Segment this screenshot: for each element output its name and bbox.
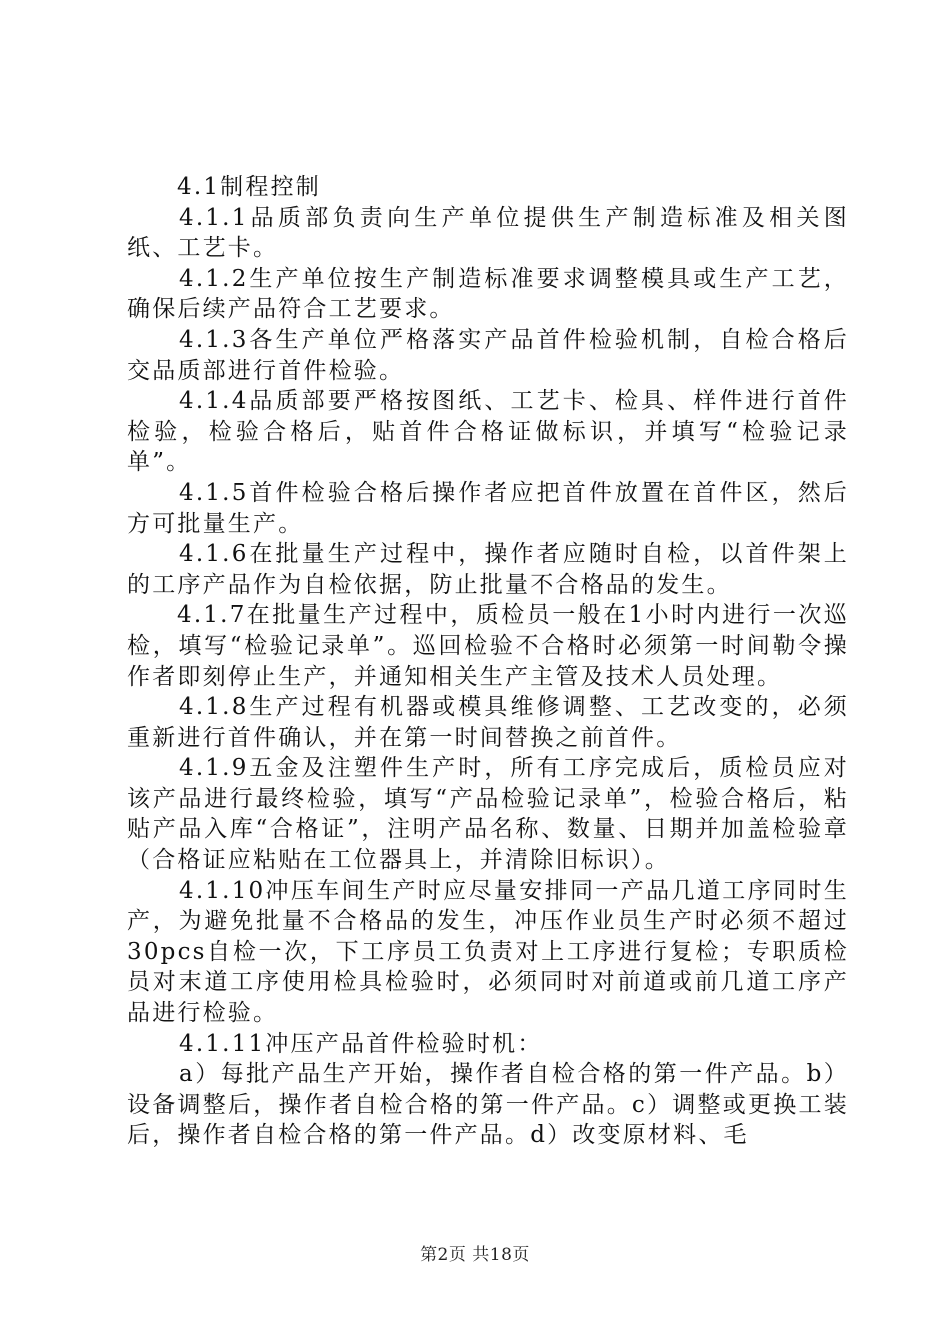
paragraph-4-1-9: 4.1.9五金及注塑件生产时，所有工序完成后，质检员应对该产品进行最终检验，填写“产品检验记录单”，检验合格后，粘贴产品入库“合格证”，注明产品名称、数量、日期并加盖检验章（合格证应粘贴在工位器具上，并清除旧标识）。 (127, 755, 849, 874)
paragraph-4-1-11: 4.1.11冲压产品首件检验时机： (179, 1030, 543, 1057)
paragraph-timing-list: a）每批产品生产开始，操作者自检合格的第一件产品。b）设备调整后，操作者自检合格的第一件产品。c）调整或更换工装后，操作者自检合格的第一件产品。d）改变原材料、毛 (127, 1061, 849, 1149)
paragraph-4-1-5: 4.1.5首件检验合格后操作者应把首件放置在首件区，然后方可批量生产。 (127, 479, 849, 537)
document-body (127, 172, 849, 1151)
section-heading: 4.1制程控制 (177, 174, 321, 200)
paragraph-4-1-7: 4.1.7在批量生产过程中，质检员一般在1小时内进行一次巡检，填写“检验记录单”。巡回检验不合格时必须第一时间勒令操作者即刻停止生产，并通知相关生产主管及技术人员处理。 (127, 602, 849, 690)
paragraph-4-1-1: 4.1.1品质部负责向生产单位提供生产制造标准及相关图纸、工艺卡。 (127, 204, 849, 262)
paragraph-4-1-10: 4.1.10冲压车间生产时应尽量安排同一产品几道工序同时生产，为避免批量不合格品的发生，冲压作业员生产时必须不超过30pcs自检一次，下工序员工负责对上工序进行复检；专职质检员对末道工序使用检具检验时，必须同时对前道或前几道工序产品进行检验。 (127, 877, 849, 1027)
page-number-footer: 第2页 共18页 (420, 1245, 530, 1265)
paragraph-4-1-8: 4.1.8生产过程有机器或模具维修调整、工艺改变的，必须重新进行首件确认，并在第一时间替换之前首件。 (127, 694, 849, 751)
paragraph-4-1-4: 4.1.4品质部要严格按图纸、工艺卡、检具、样件进行首件检验，检验合格后，贴首件合格证做标识，并填写“检验记录单”。 (127, 388, 849, 476)
paragraph-4-1-6: 4.1.6在批量生产过程中，操作者应随时自检，以首件架上的工序产品作为自检依据，防止批量不合格品的发生。 (127, 541, 849, 598)
paragraph-4-1-2: 4.1.2生产单位按生产制造标准要求调整模具或生产工艺，确保后续产品符合工艺要求。 (127, 265, 849, 323)
paragraph-4-1-3: 4.1.3各生产单位严格落实产品首件检验机制，自检合格后交品质部进行首件检验。 (127, 326, 849, 384)
